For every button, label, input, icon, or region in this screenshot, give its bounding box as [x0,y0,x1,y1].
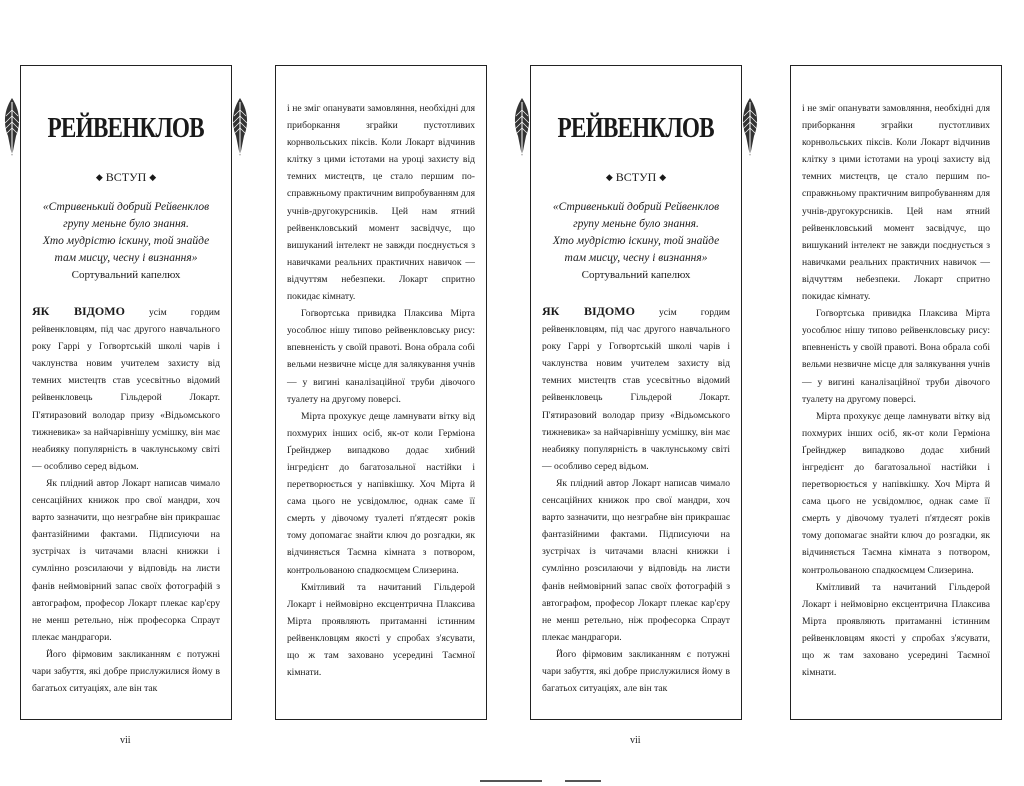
paragraph: Кмітливий та начитаний Гільдерой Локарт і неймовірно ексцентрична Плаксива Мірта проявляють притаманні істинним рейвенкловцям якості у спробах з'ясувати, що ж там заховано усередині Таємної кімнати. [802,581,990,679]
paragraph: і не зміг опанувати замовляння, необхідні для приборкання зграйки пустотливих корнвольських піксів. Коли Локарт відчинив клітку з цими істотами на уроці захисту від темних мистецтв, це стало першим по-справжньому практичним випробуванням для учнів-другокурсників. Цей нам ятний рейвенкловський момент засвідчує, що вишуканий інтелект не завжди поєднується з навичками реальних практичних навичок — відчуттям небезпеки. Локарт спритно покидає кімнату. [287,103,475,303]
page-number: vii [630,735,641,746]
epigraph-line: Хто мудрістю іскину, той знайде [42,235,210,247]
epigraph-line: Хто мудрістю іскину, той знайде [552,235,720,247]
paragraph: Мірта прохукує деще ламнувати вітку від похмурих інших осіб, як-от коли Герміона Ґрейнджер випадково додає хибний інгредієнт до багатозальної настійки і перетворюється у напівкішку. Хоч Мірта й сама цього не усвідомлює, однак саме її смерть у дівочому туалеті п'ятдесят років тому допомагає знайти ключ до розгадки, як відчиняється Таємна кімната з потвором, контрольованою спадкоємцем Слизерина. [802,410,990,576]
epigraph [542,199,730,267]
page-left-2 [530,65,742,720]
quill-ornament-icon [228,96,252,160]
body-text [287,100,475,681]
page-number: vii [120,735,131,746]
epigraph-attribution: Сортувальний капелюх [581,269,691,281]
paragraph: ЯК ВІДОМО усім гордим рейвенкловцям, під час другого навчального року Гаррі у Гоґвортській школі чарів і чаклунства новим учителем захисту від темних мистецтв став усесвітньо відомий рейвенкловець Гільдерой Локарт. П'ятиразовий володар призу «Відьомського тижневика» за найчарівнішу усмішку, він має неабияку популярність в чаклунському світі — особливо серед відьом. [32,304,220,472]
page-right-2 [790,65,1002,720]
diamond-icon: ◆ [149,172,157,182]
paragraph: Як плідний автор Локарт написав чимало сенсаційних книжок про свої мандри, хоч варто зазначити, що незграбне він прикрашає фантазійними фактами. Підписуючи на зустрічах із читачами власні книжки і сумлінно розсилаючи у відповідь на листи фанів неймовірний запас своїх фотографій з автографом, професор Локарт плекає кар'єру не менш ретельно, ніж професорка Спраут плекає мандрагори. [32,477,220,643]
scan-artifact-line [480,780,542,782]
section-label: ВСТУП [615,170,657,184]
diamond-icon: ◆ [95,172,103,182]
epigraph-attribution: Сортувальний капелюх [71,269,181,281]
house-header [542,90,730,166]
epigraph-line: там мисцу, чесну і визнання» [564,252,708,264]
epigraph [32,199,220,267]
epigraph-line: групу меньне було знання. [63,218,189,230]
body-text [802,100,990,681]
paragraph: ЯК ВІДОМО усім гордим рейвенкловцям, під час другого навчального року Гаррі у Гоґвортській школі чарів і чаклунства новим учителем захисту від темних мистецтв став усесвітньо відомий рейвенкловець Гільдерой Локарт. П'ятиразовий володар призу «Відьомського тижневика» за найчарівнішу усмішку, він має неабияку популярність в чаклунському світі — особливо серед відьом. [542,304,730,472]
epigraph-line: «Стривенький добрий Рейвенклов [42,201,210,213]
section-label: ВСТУП [105,170,147,184]
epigraph-line: там мисцу, чесну і визнання» [54,252,198,264]
diamond-icon: ◆ [659,172,667,182]
paragraph: Його фірмовим закликанням є потужні чари забуття, які добре прислужилися йому в багатьох ситуаціях, але він так [542,648,730,695]
paragraph: Його фірмовим закликанням є потужні чари забуття, які добре прислужилися йому в багатьох ситуаціях, але він так [32,648,220,695]
section-heading [32,170,220,185]
house-header [32,90,220,166]
page-left-1 [20,65,232,720]
body-text [542,303,730,697]
paragraph: і не зміг опанувати замовляння, необхідні для приборкання зграйки пустотливих корнвольських піксів. Коли Локарт відчинив клітку з цими істотами на уроці захисту від темних мистецтв, це стало першим по-справжньому практичним випробуванням для учнів-другокурсників. Цей нам ятний рейвенкловський момент засвідчує, що вишуканий інтелект не завжди поєднується з навичками реальних практичних навичок — відчуттям небезпеки. Локарт спритно покидає кімнату. [802,103,990,303]
epigraph-line: групу меньне було знання. [573,218,699,230]
body-text [32,303,220,697]
scan-artifact-line [565,780,601,782]
quill-ornament-icon [738,96,762,160]
epigraph-line: «Стривенький добрий Рейвенклов [552,201,720,213]
diamond-icon: ◆ [605,172,613,182]
paragraph: Гоґвортська привидка Плаксива Мірта уособлює нішу типово рейвенкловську рису: впевненість у своїй правоті. Вона обрала собі вельми незвичне місце для залякування учнів — у вигині каналізаційної труби дівочого туалету на другому поверсі. [802,308,990,405]
page-right-1 [275,65,487,720]
paragraph: Мірта прохукує деще ламнувати вітку від похмурих інших осіб, як-от коли Герміона Ґрейнджер випадково додає хибний інгредієнт до багатозальної настійки і перетворюється у напівкішку. Хоч Мірта й сама цього не усвідомлює, однак саме її смерть у дівочому туалеті п'ятдесят років тому допомагає знайти ключ до розгадки, як відчиняється Таємна кімната з потвором, контрольованою спадкоємцем Слизерина. [287,410,475,576]
quill-ornament-icon [510,96,534,160]
house-title: РЕЙВЕНКЛОВ [47,111,205,144]
paragraph: Як плідний автор Локарт написав чимало сенсаційних книжок про свої мандри, хоч варто зазначити, що незграбне він прикрашає фантазійними фактами. Підписуючи на зустрічах із читачами власні книжки і сумлінно розсилаючи у відповідь на листи фанів неймовірний запас своїх фотографій з автографом, професор Локарт плекає кар'єру не менш ретельно, ніж професорка Спраут плекає мандрагори. [542,477,730,643]
quill-ornament-icon [0,96,24,160]
house-title: РЕЙВЕНКЛОВ [557,111,715,144]
paragraph: Гоґвортська привидка Плаксива Мірта уособлює нішу типово рейвенкловську рису: впевненість у своїй правоті. Вона обрала собі вельми незвичне місце для залякування учнів — у вигині каналізаційної труби дівочого туалету на другому поверсі. [287,308,475,405]
paragraph: Кмітливий та начитаний Гільдерой Локарт і неймовірно ексцентрична Плаксива Мірта проявляють притаманні істинним рейвенкловцям якості у спробах з'ясувати, що ж там заховано усередині Таємної кімнати. [287,581,475,679]
lead-in: ЯК ВІДОМО [542,304,635,318]
lead-in: ЯК ВІДОМО [32,304,125,318]
section-heading [542,170,730,185]
